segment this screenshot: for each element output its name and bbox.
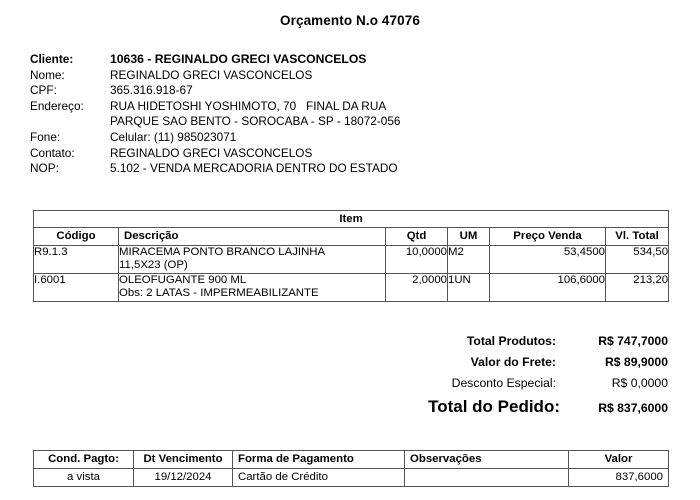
item-header-qtd: Qtd — [386, 228, 448, 246]
item-table-band-title: Item — [34, 211, 669, 228]
totals-label-produtos: Total Produtos: — [466, 334, 556, 348]
item-header-descricao: Descrição — [119, 228, 386, 246]
payment-header-observacoes: Observações — [405, 451, 569, 469]
item-header-codigo: Código — [34, 228, 119, 246]
totals-value-total-pedido: R$ 837,6000 — [598, 401, 668, 415]
payment-cell-observacoes — [405, 469, 569, 487]
payment-header-forma-pagamento: Forma de Pagamento — [233, 451, 405, 469]
customer-value-cpf: 365.316.918-67 — [110, 83, 193, 98]
item-cell-descricao — [119, 273, 386, 301]
payment-table-header-row — [34, 451, 669, 469]
totals-value-frete: R$ 89,9000 — [604, 355, 668, 369]
customer-row-endereco-cont — [30, 114, 590, 130]
item-cell-vl-total: 213,20 — [606, 273, 669, 301]
page-title: Orçamento N.o 47076 — [280, 13, 420, 28]
totals-row-desconto — [330, 376, 668, 390]
totals-label-total-pedido: Total do Pedido: — [428, 397, 560, 416]
table-row — [34, 273, 669, 301]
customer-label-cpf: CPF: — [30, 83, 57, 98]
item-cell-um: 1UN — [448, 273, 490, 301]
totals-value-produtos: R$ 747,7000 — [598, 334, 668, 348]
table-row — [34, 246, 669, 274]
totals-row-frete — [330, 355, 668, 369]
customer-row-nome — [30, 68, 590, 84]
item-table-header-row — [34, 228, 669, 246]
item-descricao-line1: MIRACEMA PONTO BRANCO LAJINHA — [119, 246, 326, 258]
customer-row-cpf — [30, 83, 590, 99]
item-cell-codigo: I.6001 — [34, 273, 119, 301]
customer-value-nome: REGINALDO GRECI VASCONCELOS — [110, 67, 313, 82]
item-cell-vl-total: 534,50 — [606, 246, 669, 274]
customer-value-endereco-line1: RUA HIDETOSHI YOSHIMOTO, 70 FINAL DA RUA — [110, 98, 387, 113]
customer-label-contato: Contato: — [30, 145, 75, 160]
totals-row-produtos — [330, 334, 668, 348]
customer-label-cliente: Cliente: — [30, 52, 74, 66]
customer-value-endereco-line2: PARQUE SAO BENTO - SOROCABA - SP - 18072-056 — [110, 114, 401, 129]
customer-row-nop — [30, 161, 590, 177]
payment-cell-dt-vencimento: 19/12/2024 — [134, 469, 233, 487]
payment-header-valor: Valor — [569, 451, 669, 469]
totals-block — [330, 334, 668, 417]
item-cell-preco-venda: 106,6000 — [490, 273, 606, 301]
customer-value-fone: Celular: (11) 985023071 — [110, 129, 237, 144]
item-descricao-line1: OLEOFUGANTE 900 ML — [119, 273, 247, 286]
customer-row-contato — [30, 146, 590, 162]
payment-cell-valor: 837,6000 — [569, 469, 669, 487]
payment-cell-forma-pagamento: Cartão de Crédito — [233, 469, 405, 487]
item-table — [33, 210, 669, 302]
customer-label-nome: Nome: — [30, 67, 65, 82]
item-cell-um: M2 — [448, 246, 490, 274]
item-cell-qtd: 2,0000 — [386, 273, 448, 301]
customer-label-fone: Fone: — [30, 129, 61, 144]
payment-header-cond-pagto: Cond. Pagto: — [34, 451, 134, 469]
item-cell-descricao — [119, 246, 386, 274]
customer-details-block — [30, 52, 590, 177]
item-descricao-line2: 11,5X23 (OP) — [119, 259, 188, 272]
totals-label-frete: Valor do Frete: — [470, 355, 556, 369]
table-row — [34, 469, 669, 487]
item-header-um: UM — [448, 228, 490, 246]
totals-label-desconto: Desconto Especial: — [451, 376, 556, 390]
item-header-preco-venda: Preço Venda — [490, 228, 606, 246]
totals-row-total-pedido — [330, 397, 668, 417]
customer-value-contato: REGINALDO GRECI VASCONCELOS — [110, 145, 313, 160]
customer-row-fone — [30, 130, 590, 146]
item-table-band-row — [34, 211, 669, 228]
payment-cell-cond-pagto: a vista — [34, 469, 134, 487]
payment-table — [33, 450, 669, 487]
customer-row-cliente — [30, 52, 590, 68]
customer-label-endereco: Endereço: — [30, 98, 84, 113]
totals-value-desconto: R$ 0,0000 — [611, 376, 668, 390]
item-cell-preco-venda: 53,4500 — [490, 246, 606, 274]
item-cell-qtd: 10,0000 — [386, 246, 448, 274]
customer-value-nop: 5.102 - VENDA MERCADORIA DENTRO DO ESTADO — [110, 161, 398, 176]
customer-label-nop: NOP: — [30, 161, 59, 176]
item-descricao-line2: Obs: 2 LATAS - IMPERMEABILIZANTE — [119, 287, 319, 300]
payment-header-dt-vencimento: Dt Vencimento — [134, 451, 233, 469]
customer-row-endereco — [30, 99, 590, 115]
item-header-vl-total: Vl. Total — [606, 228, 669, 246]
item-cell-codigo: R9.1.3 — [34, 246, 119, 274]
customer-value-cliente: 10636 - REGINALDO GRECI VASCONCELOS — [110, 52, 367, 66]
